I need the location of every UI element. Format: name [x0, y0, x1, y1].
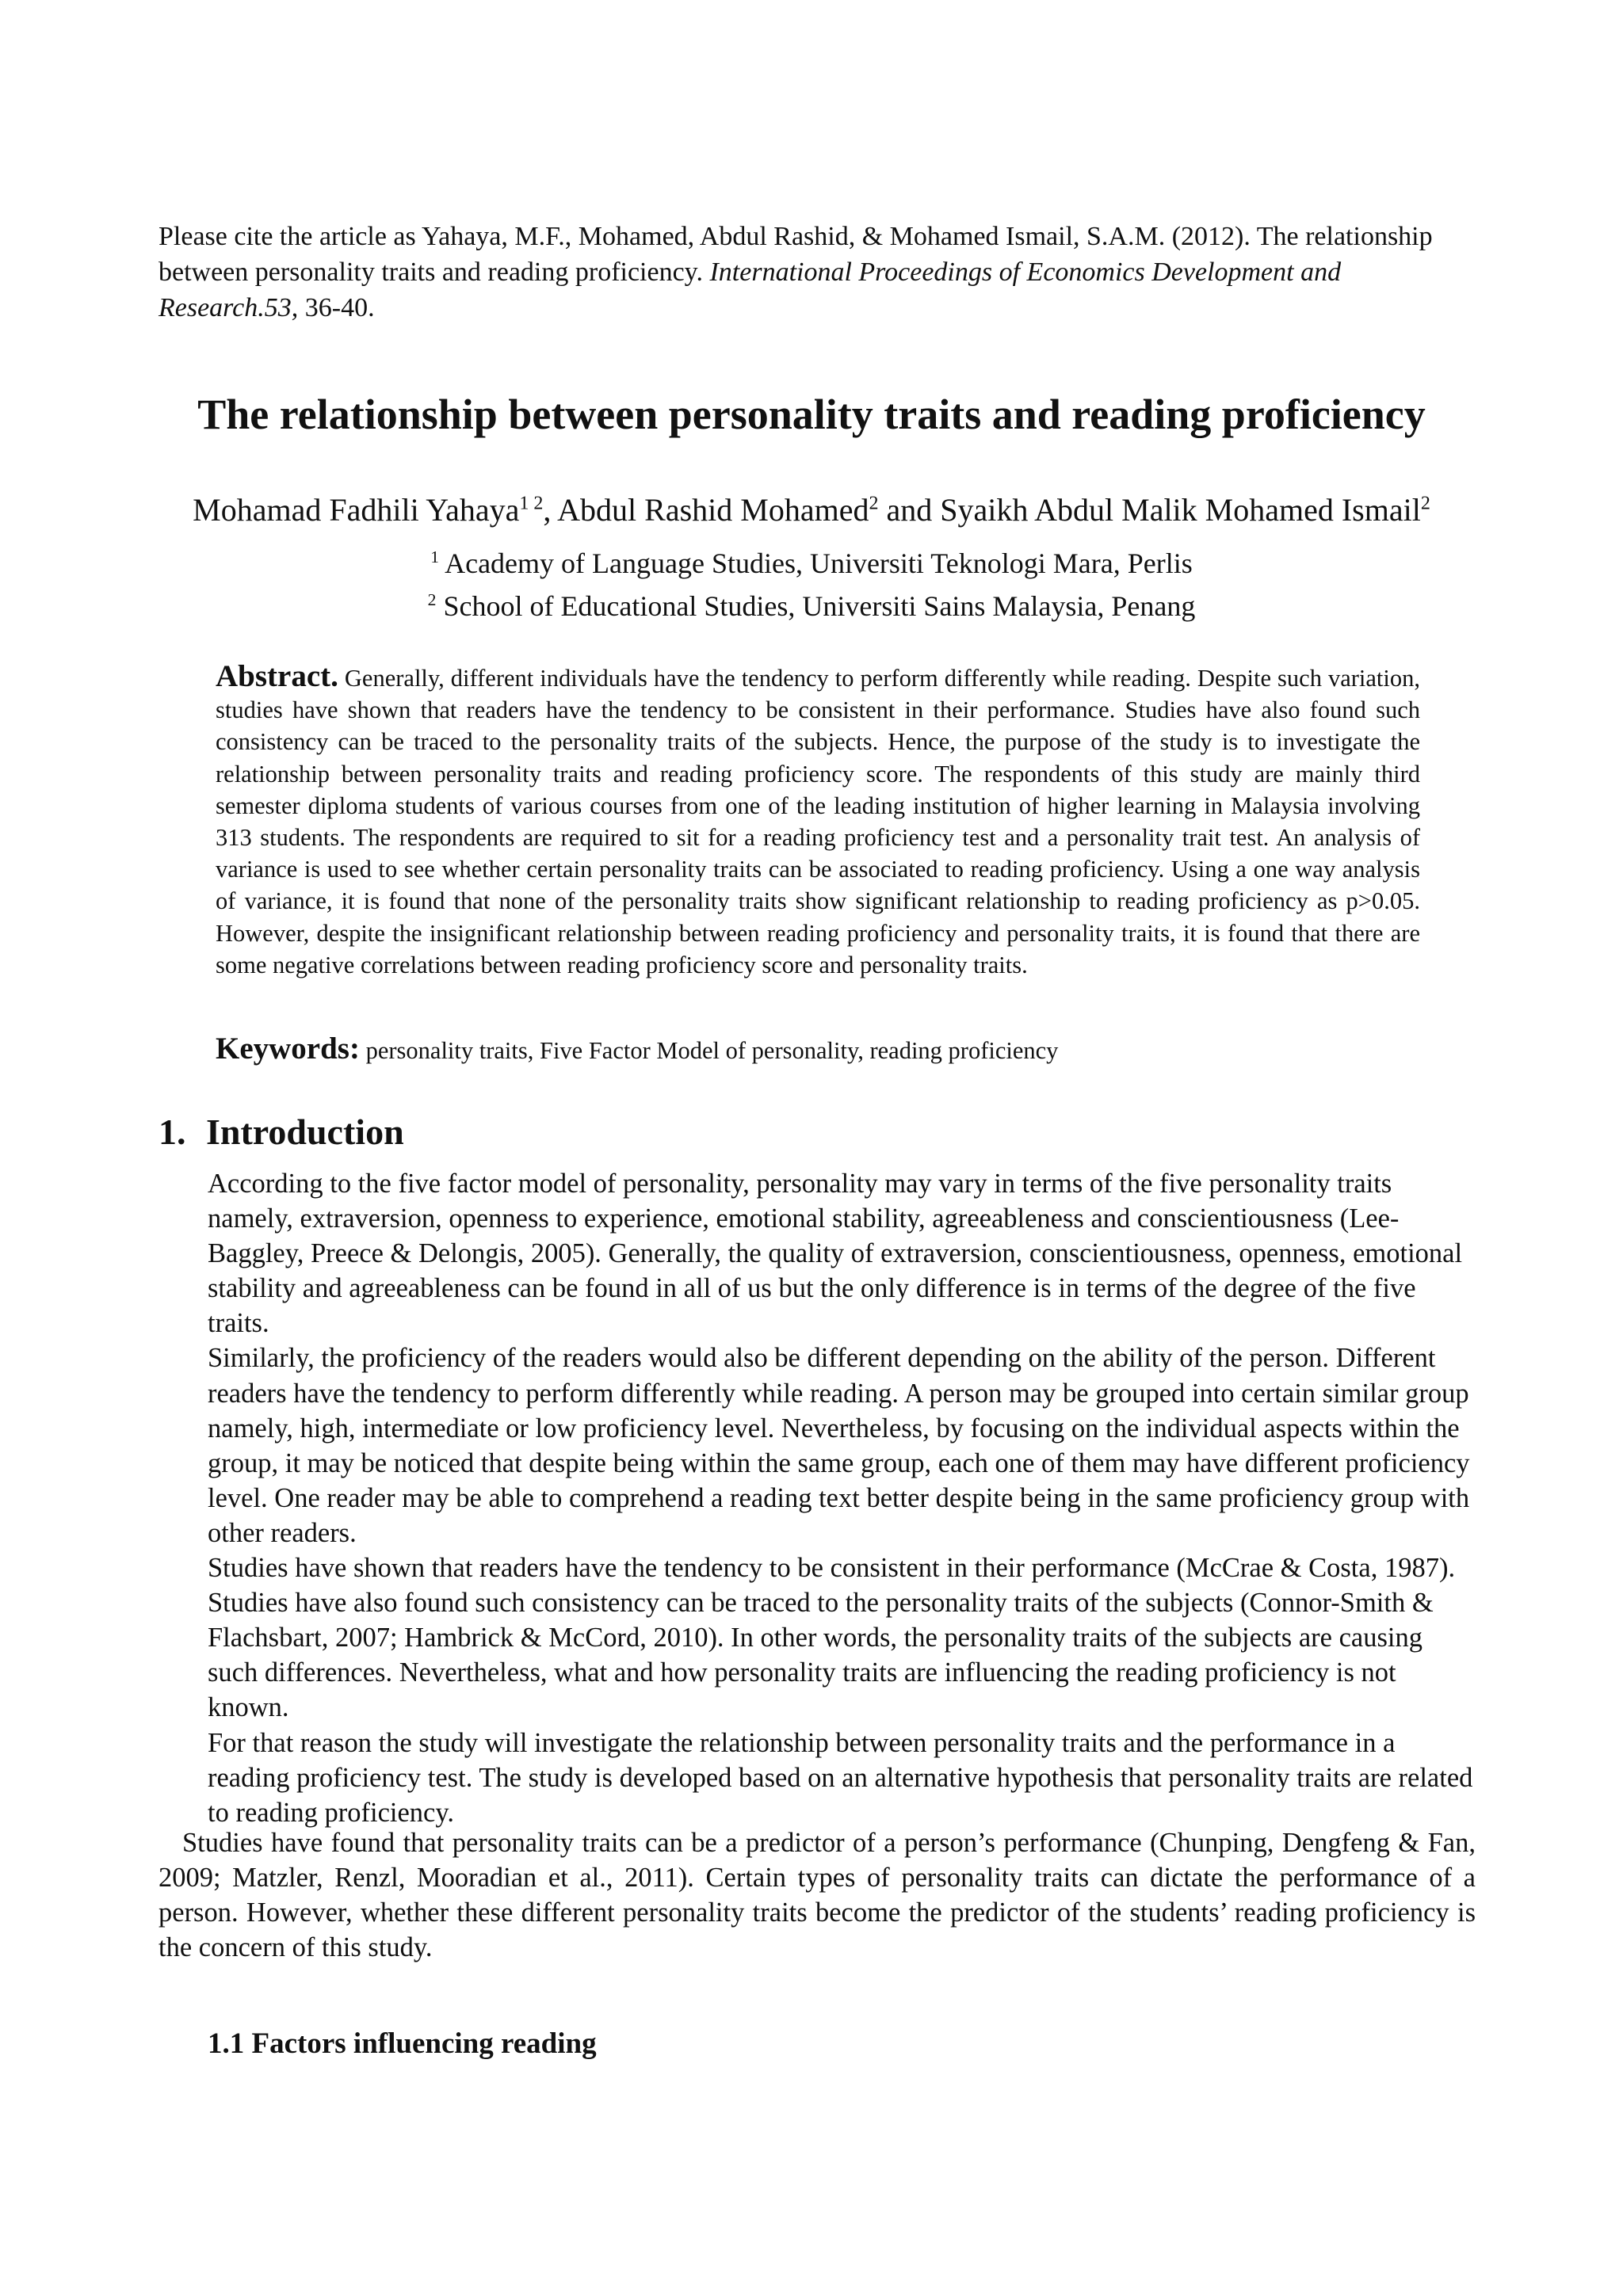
author-name: Abdul Rashid Mohamed — [557, 492, 869, 528]
affiliation-1 — [0, 545, 1623, 582]
abstract-block — [216, 661, 1420, 981]
author-name: Mohamad Fadhili Yahaya — [193, 492, 520, 528]
section-number: 1. — [158, 1112, 186, 1152]
citation-journal: International Proceedings of Economics Development and Research.53, — [158, 257, 1342, 322]
abstract-label: Abstract. — [216, 659, 338, 693]
citation-note — [158, 219, 1442, 326]
body-paragraph: Similarly, the proficiency of the readers would also be different depending on the ability of the person. Different readers have the tendency to perform differently while reading. A person may be grouped into certain similar group namely, high, intermediate or low proficiency level. Nevertheless, by focusing on the individual aspects within the group, it may be noticed that despite being within the same group, each one of them may have different proficiency level. One reader may be able to comprehend a reading text better despite being in the same proficiency group with other readers. — [208, 1343, 1470, 1548]
keywords-block — [216, 1032, 1484, 1068]
author-affiliation-mark: 2 — [1420, 493, 1430, 514]
abstract-text: Generally, different individuals have the tendency to perform differently while reading. Despite such variation, studies have shown that readers have the tendency to be consistent in their performance. Studies have also found such consistency can be traced to the personality traits of the subjects. Hence, the purpose of the study is to investigate the relationship between personality traits and reading proficiency score. The respondents of this study are mainly third semester diploma students of various courses from one of the leading institution of higher learning in Malaysia involving 313 students. The respondents are required to sit for a reading proficiency test and a personality trait test. An analysis of variance is used to see whether certain personality traits can be associated to reading proficiency. Using a one way analysis of variance, it is found that none of the personality traits show significant relationship to reading proficiency as p>0.05. However, despite the insignificant relationship between reading proficiency and personality traits, it is found that there are some negative correlations between reading proficiency score and personality traits. — [216, 665, 1420, 978]
affiliation-mark: 1 — [430, 547, 440, 566]
author-affiliation-mark: 1 2 — [519, 493, 544, 514]
section-title: Introduction — [206, 1112, 404, 1152]
affiliation-2 — [0, 588, 1623, 624]
author-affiliation-mark: 2 — [869, 493, 879, 514]
body-paragraph: Studies have shown that readers have the tendency to be consistent in their performance (McCrae & Costa, 1987). Studies have also found such consistency can be traced to the personality traits of the subjects (Connor-Smith & Flachsbart, 2007; Hambrick & McCord, 2010). In other words, the personality traits of the subjects are causing such differences. Nevertheless, what and how personality traits are influencing the reading proficiency is not known. — [208, 1553, 1456, 1723]
keywords-label: Keywords: — [216, 1032, 360, 1066]
affiliation-text: School of Educational Studies, Universiti Sains Malaysia, Penang — [436, 590, 1196, 622]
body-paragraph: For that reason the study will investigate the relationship between personality traits and the performance in a reading proficiency test. The study is developed based on an alternative hypothesis that personality traits are related to reading proficiency. — [208, 1727, 1473, 1828]
body-paragraph-closing: Studies have found that personality traits can be a predictor of a person’s performance (Chunping, Dengfeng & Fan, 2009; Matzler, Renzl, Mooradian et al., 2011). Certain types of personality traits can dictate the performance of a person. However, whether these different personality traits become the predictor of the students’ reading proficiency is the concern of this study. — [158, 1828, 1476, 1963]
citation-pages: 36-40. — [298, 293, 375, 322]
author-separator: , — [543, 492, 558, 528]
citation-lead: Please cite the article as Yahaya, M.F., Mohamed, Abdul Rashid, & Mohamed Ismail, S.A.M. (2012). The relationship between personality traits and reading proficiency. — [158, 222, 1433, 287]
author-name: Syaikh Abdul Malik Mohamed Ismail — [940, 492, 1421, 528]
body-paragraph: According to the five factor model of personality, personality may vary in terms of the five personality traits namely, extraversion, openness to experience, emotional stability, agreeableness and conscientiousness (Lee-Baggley, Preece & Delongis, 2005). Generally, the quality of extraversion, conscientiousness, openness, emotional stability and agreeableness can be found in all of us but the only difference is in terms of the degree of the five traits. — [208, 1169, 1463, 1339]
introduction-body — [208, 1166, 1476, 1830]
author-separator: and — [878, 492, 941, 528]
affiliation-mark: 2 — [427, 590, 437, 609]
keywords-text: personality traits, Five Factor Model of personality, reading proficiency — [359, 1037, 1059, 1064]
section-heading-introduction — [158, 1109, 404, 1155]
subsection-heading: 1.1 Factors influencing reading — [208, 2027, 597, 2060]
paper-title: The relationship between personality traits and reading proficiency — [197, 391, 1426, 438]
affiliation-text: Academy of Language Studies, Universiti Teknologi Mara, Perlis — [439, 547, 1193, 579]
author-list — [0, 490, 1623, 531]
